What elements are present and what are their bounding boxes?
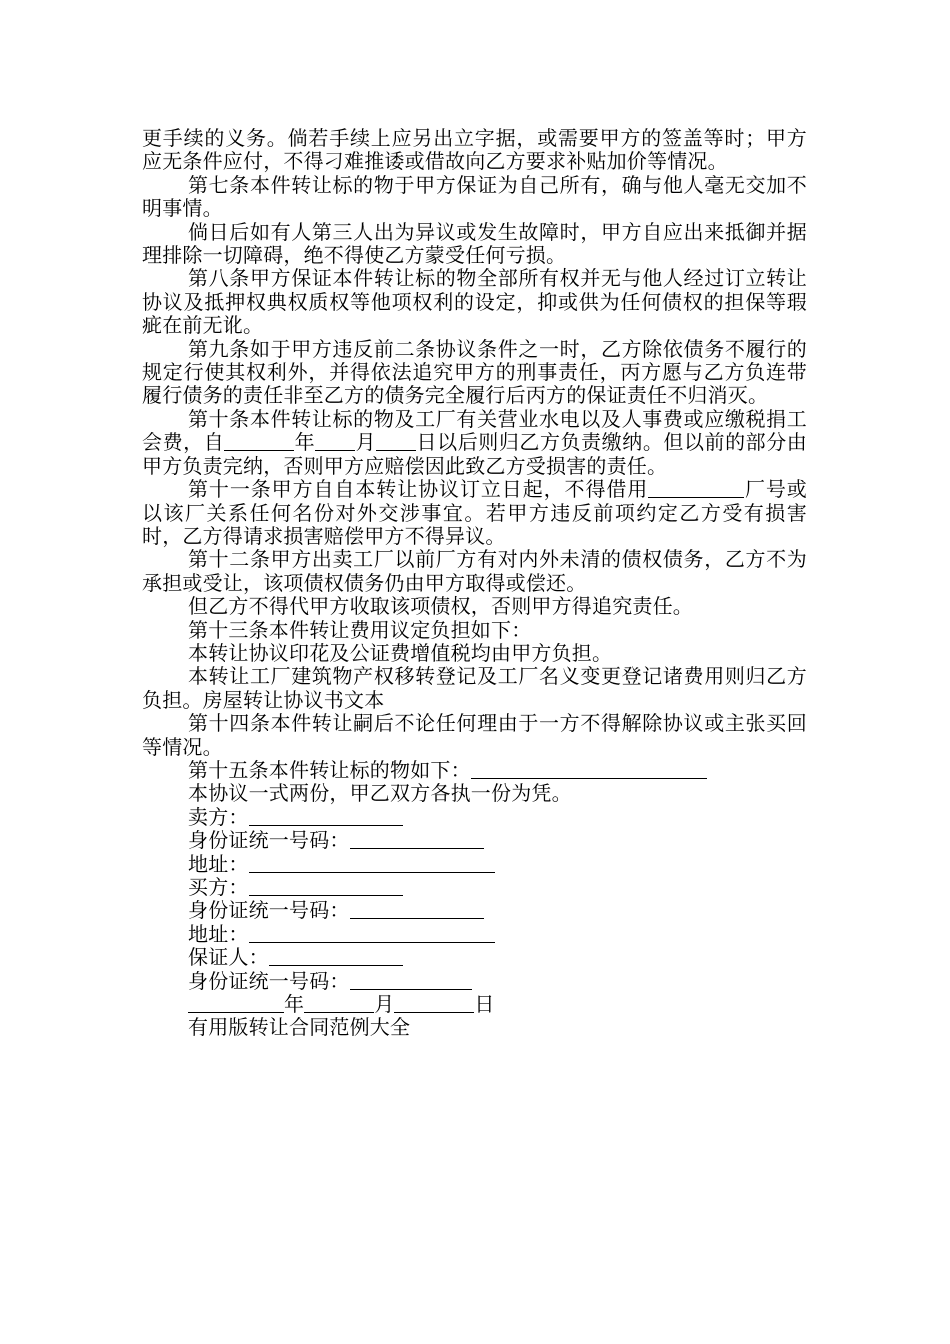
buyer-id-row xyxy=(142,899,807,922)
blank-year-field[interactable] xyxy=(224,432,294,451)
article-9: 第九条如于甲方违反前二条协议条件之一时，乙方除依债务不履行的规定行使其权利外，并得依法追究甲方的刑事责任，丙方愿与乙方负连带履行债务的责任非至乙方的债务完全履行后丙方的保证责任不归消灭。 xyxy=(142,336,807,408)
seller-id-label: 身份证统一号码： xyxy=(188,828,350,853)
guarantor-label: 保证人： xyxy=(188,945,269,970)
article-10-year-label: 年 xyxy=(294,430,316,455)
buyer-row xyxy=(142,876,807,899)
guarantor-id-field[interactable] xyxy=(350,971,472,990)
article-8: 第八条甲方保证本件转让标的物全部所有权并无与他人经过订立转让协议及抵押权典权质权等他项权利的设定，抑或供为任何债权的担保等瑕疵在前无讹。 xyxy=(142,266,807,338)
article-10-month-label: 月 xyxy=(355,430,377,455)
seller-row xyxy=(142,806,807,829)
signing-year-label: 年 xyxy=(284,992,305,1017)
signing-month-field[interactable] xyxy=(304,994,374,1013)
blank-day-field[interactable] xyxy=(376,432,416,451)
buyer-id-label: 身份证统一号码： xyxy=(188,898,350,923)
guarantor-id-label: 身份证统一号码： xyxy=(188,968,350,993)
article-11 xyxy=(142,478,807,548)
seller-id-row xyxy=(142,829,807,852)
footer-title: 有用版转让合同范例大全 xyxy=(188,1015,411,1040)
signing-year-field[interactable] xyxy=(188,994,284,1013)
article-11-text-a: 第十一条甲方自自本转让协议订立日起，不得借用 xyxy=(188,477,649,502)
article-10 xyxy=(142,408,807,478)
article-15-text: 第十五条本件转让标的物如下： xyxy=(188,757,471,782)
article-15 xyxy=(142,759,807,782)
article-7: 第七条本件转让标的物于甲方保证为自己所有，确与他人毫无交加不明事情。 xyxy=(142,172,807,221)
seller-address-field[interactable] xyxy=(249,854,495,873)
seller-address-label: 地址： xyxy=(188,851,249,876)
copies-clause: 本协议一式两份，甲乙双方各执一份为凭。 xyxy=(188,781,572,806)
buyer-label: 买方： xyxy=(188,875,249,899)
guarantor-field[interactable] xyxy=(269,947,403,966)
blank-subject-matter-field[interactable] xyxy=(471,760,707,779)
blank-factory-name-field[interactable] xyxy=(648,479,744,498)
article-7-dispute-clause: 倘日后如有人第三人出为异议或发生故障时，甲方自应出来抵御并据理排除一切障碍，绝不得使乙方蒙受任何亏损。 xyxy=(142,219,807,268)
guarantor-row xyxy=(142,946,807,969)
article-10-text-a: 第十条本件转让标的物及工厂有关营业水电以及人事费或应缴税捐工会费，自 xyxy=(142,406,807,455)
signing-day-label: 日 xyxy=(474,992,495,1017)
article-12-note: 但乙方不得代甲方收取该项债权，否则甲方得追究责任。 xyxy=(188,594,693,619)
buyer-field[interactable] xyxy=(249,877,403,896)
article-12: 第十二条甲方出卖工厂以前厂方有对内外未清的债权债务，乙方不为承担或受让，该项债权债务仍由甲方取得或偿还。 xyxy=(142,547,807,595)
buyer-address-field[interactable] xyxy=(249,924,495,943)
article-13-item-2: 本转让工厂建筑物产权移转登记及工厂名义变更登记诸费用则归乙方负担。房屋转让协议书文本 xyxy=(142,664,807,712)
contract-body xyxy=(142,127,807,1040)
buyer-address-label: 地址： xyxy=(188,921,249,946)
article-13-item-1: 本转让协议印花及公证费增值税均由甲方负担。 xyxy=(188,640,613,665)
seller-field[interactable] xyxy=(249,807,403,826)
signing-date-row xyxy=(142,993,807,1016)
buyer-id-field[interactable] xyxy=(350,900,484,919)
seller-id-field[interactable] xyxy=(350,830,484,849)
seller-label: 卖方： xyxy=(188,804,249,829)
seller-address-row xyxy=(142,853,807,876)
blank-month-field[interactable] xyxy=(315,432,355,451)
article-14: 第十四条本件转让嗣后不论任何理由于一方不得解除协议或主张买回等情况。 xyxy=(142,711,807,759)
guarantor-id-row xyxy=(142,970,807,993)
paragraph-obligation-continued: 更手续的义务。倘若手续上应另出立字据，或需要甲方的签盖等时；甲方应无条件应付，不得刁难推诿或借故向乙方要求补贴加价等情况。 xyxy=(142,126,807,174)
buyer-address-row xyxy=(142,923,807,946)
signing-month-label: 月 xyxy=(374,992,395,1017)
signing-day-field[interactable] xyxy=(394,994,474,1013)
article-11-text-b: 厂号或以该厂关系任何名份对外交涉事宜。若甲方违反前项约定乙方受有损害时，乙方得请求损害赔偿甲方不得异议。 xyxy=(142,477,807,548)
article-13: 第十三条本件转让费用议定负担如下： xyxy=(188,617,532,642)
article-10-text-d: 日以后则归乙方负责缴纳。但以前的部分由甲方负责完纳，否则甲方应赔偿因此致乙方受损害的责任。 xyxy=(142,430,808,478)
